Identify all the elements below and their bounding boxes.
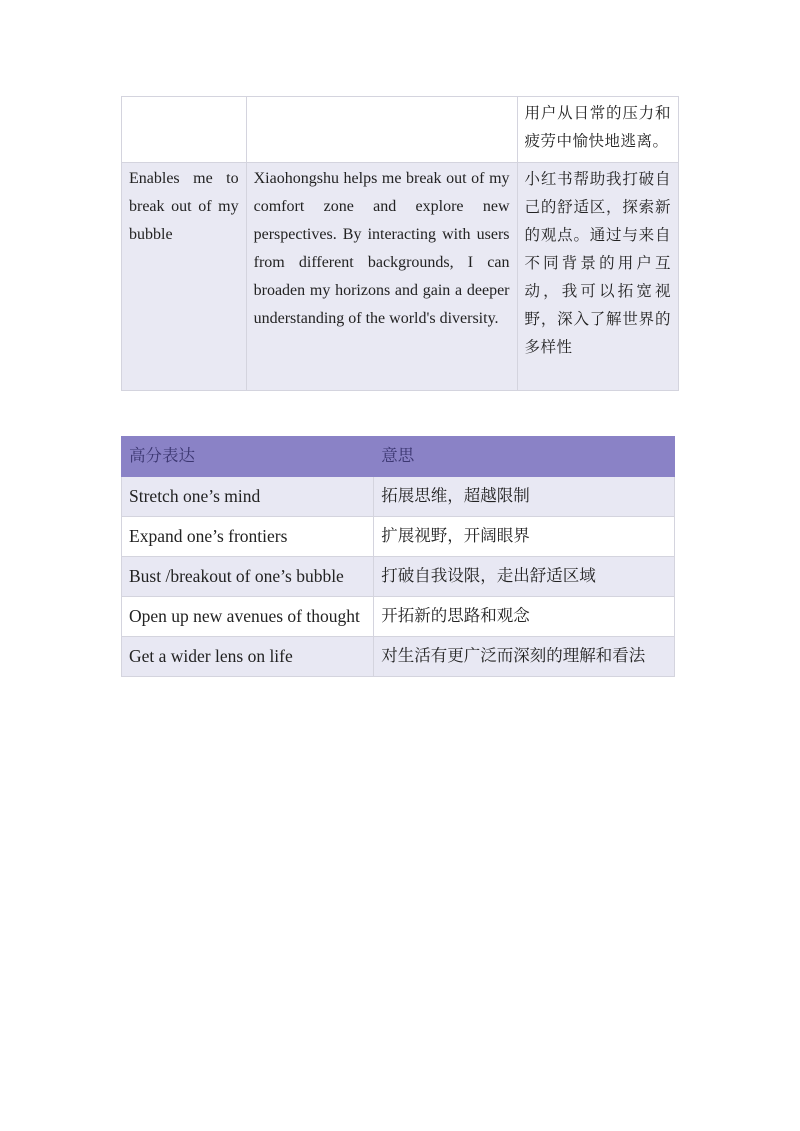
meaning-cell: 对生活有更广泛而深刻的理解和看法 [374,637,675,677]
table-row [122,637,675,677]
header-meaning: 意思 [374,437,675,477]
meaning-cell: 打破自我设限，走出舒适区域 [374,557,675,597]
meaning-cell: 扩展视野，开阔眼界 [374,517,675,557]
table-row [122,163,679,391]
expressions-table [121,436,675,677]
header-expression: 高分表达 [122,437,374,477]
meaning-cell: 拓展思维，超越限制 [374,477,675,517]
expression-cell: Open up new avenues of thought [122,597,374,637]
table-row [122,517,675,557]
english-explanation-cell [246,97,517,163]
table-row [122,97,679,163]
expression-cell: Get a wider lens on life [122,637,374,677]
table-header-row [122,437,675,477]
chinese-explanation-cell: 用户从日常的压力和疲劳中愉快地逃离。 [517,97,678,163]
english-explanation-cell: Xiaohongshu helps me break out of my comfort zone and explore new perspectives. By interacting with users from different backgrounds, I can broaden my horizons and gain a deeper understanding of the world's diversity. [246,163,517,391]
phrase-cell: Enables me to break out of my bubble [122,163,247,391]
chinese-explanation-cell: 小红书帮助我打破自己的舒适区，探索新的观点。通过与来自不同背景的用户互动，我可以拓宽视野，深入了解世界的多样性 [517,163,678,391]
expression-cell: Stretch one’s mind [122,477,374,517]
table-row [122,557,675,597]
example-table [121,96,679,391]
phrase-cell [122,97,247,163]
table-row [122,597,675,637]
table-row [122,477,675,517]
meaning-cell: 开拓新的思路和观念 [374,597,675,637]
expression-cell: Expand one’s frontiers [122,517,374,557]
expression-cell: Bust /breakout of one’s bubble [122,557,374,597]
